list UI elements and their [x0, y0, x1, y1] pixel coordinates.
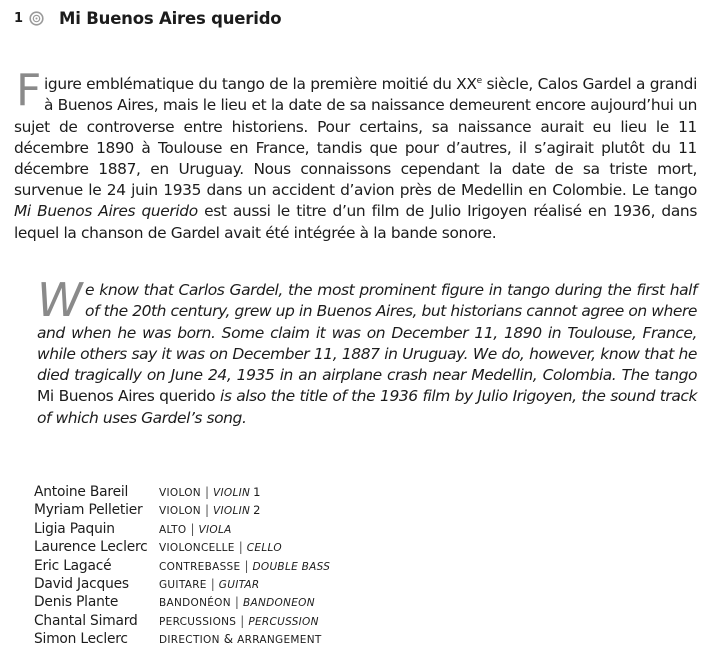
role-english: PERCUSSION: [248, 615, 319, 628]
musician-name: David Jacques: [34, 575, 129, 592]
credits-list: [34, 484, 330, 650]
role-english: CELLO: [246, 542, 282, 555]
english-paragraph: [37, 273, 697, 429]
musician-name: Denis Plante: [34, 594, 119, 611]
track-header: [14, 9, 281, 28]
role-french: VIOLON: [159, 487, 201, 499]
role-separator: |: [238, 540, 243, 555]
role-separator: |: [204, 485, 209, 499]
musician-name: Laurence Leclerc: [34, 539, 148, 556]
french-text-part3: est aussi le titre d’un film de Julio Irigoyen réalisé en 1936, dans lequel la chanson de Gardel avait été intégrée à la bande sonore.: [14, 202, 697, 242]
credit-row: [34, 594, 330, 612]
musician-name: Chantal Simard: [34, 612, 138, 629]
track-title: Mi Buenos Aires querido: [59, 9, 282, 28]
role-separator: |: [244, 558, 249, 573]
role-number: 2: [253, 503, 261, 518]
role-french: DIRECTION: [159, 634, 220, 647]
role-english: DOUBLE BASS: [252, 560, 331, 573]
french-text-part2: siècle, Calos Gardel a grandi à Buenos Aires, mais le lieu et la date de sa naissance demeurent encore aujourd’hui un sujet de controverse entre historiens. Pour certains, sa naissance aurait eu lieu le 11 décembre 1890 à Toulouse en France, tandis que pour d’autres, il s’agirait plutôt du 11 décembre 1887, en Uruguay. Nous connaissons cependant la date de sa triste mort, survenue le 24 juin 1935 dans un accident d’avion près de Medellin en Colombie. Le tango: [14, 75, 697, 200]
credit-row: [34, 558, 330, 576]
role-french: ALTO: [159, 523, 187, 536]
role-separator: |: [240, 613, 245, 628]
french-text-part1: igure emblématique du tango de la première moitié du XX: [43, 75, 477, 94]
credit-row: [34, 539, 330, 557]
role-french: VIOLONCELLE: [159, 542, 235, 555]
credit-row: [34, 521, 330, 539]
english-text-part2: is also the title of the 1936 film by Julio Irigoyen, the sound track of which uses Gardel’s song.: [37, 387, 697, 427]
role-french: VIOLON: [159, 505, 201, 518]
english-dropcap: W: [37, 273, 83, 327]
role-ampersand: &: [223, 632, 234, 647]
credit-row: [34, 484, 330, 502]
role-french: PERCUSSIONS: [159, 615, 237, 628]
musician-name: Ligia Paquin: [34, 520, 115, 537]
english-text-part1: e know that Carlos Gardel, the most prominent figure in tango during the first half of the 20th century, grew up in Buenos Aires, but historians cannot agree on where and when he was born. Some claim it was on December 11, 1890 in Toulouse, France, while others say it was on December 11, 1887 in Uruguay. We do, however, know that he died tragically on June 24, 1935 in an airplane crash near Medellin, Colombia. The tango: [37, 281, 697, 385]
english-song-title: Mi Buenos Aires querido: [37, 387, 216, 406]
role-english: VIOLIN: [213, 505, 251, 518]
credit-row: [34, 576, 330, 594]
musician-name: Eric Lagacé: [34, 557, 112, 574]
role-separator: |: [234, 595, 239, 610]
role-english: VIOLA: [198, 523, 232, 536]
role-french: BANDONÉON: [159, 597, 231, 610]
role-separator: |: [190, 521, 195, 536]
role-english: VIOLIN: [213, 487, 251, 499]
role-number: 1: [253, 485, 261, 499]
credit-row: [34, 613, 330, 631]
french-paragraph: [14, 65, 697, 244]
credit-row: [34, 502, 330, 520]
musician-name: Myriam Pelletier: [34, 502, 143, 519]
track-number: 1: [14, 11, 24, 26]
musician-name: Simon Leclerc: [34, 631, 128, 648]
french-song-title: Mi Buenos Aires querido: [14, 202, 198, 221]
french-dropcap: F: [16, 65, 41, 116]
role-separator: |: [210, 576, 215, 591]
role-separator: |: [204, 503, 209, 518]
role-french: CONTREBASSE: [159, 560, 241, 573]
role-english: BANDONEON: [242, 597, 315, 610]
role-french-2: ARRANGEMENT: [237, 634, 322, 647]
role-french: GUITARE: [159, 578, 207, 591]
credit-row: [34, 631, 330, 649]
french-superscript: e: [476, 76, 482, 86]
role-english: GUITAR: [218, 578, 260, 591]
musician-name: Antoine Bareil: [34, 484, 129, 500]
cd-disc-icon: [29, 11, 44, 26]
